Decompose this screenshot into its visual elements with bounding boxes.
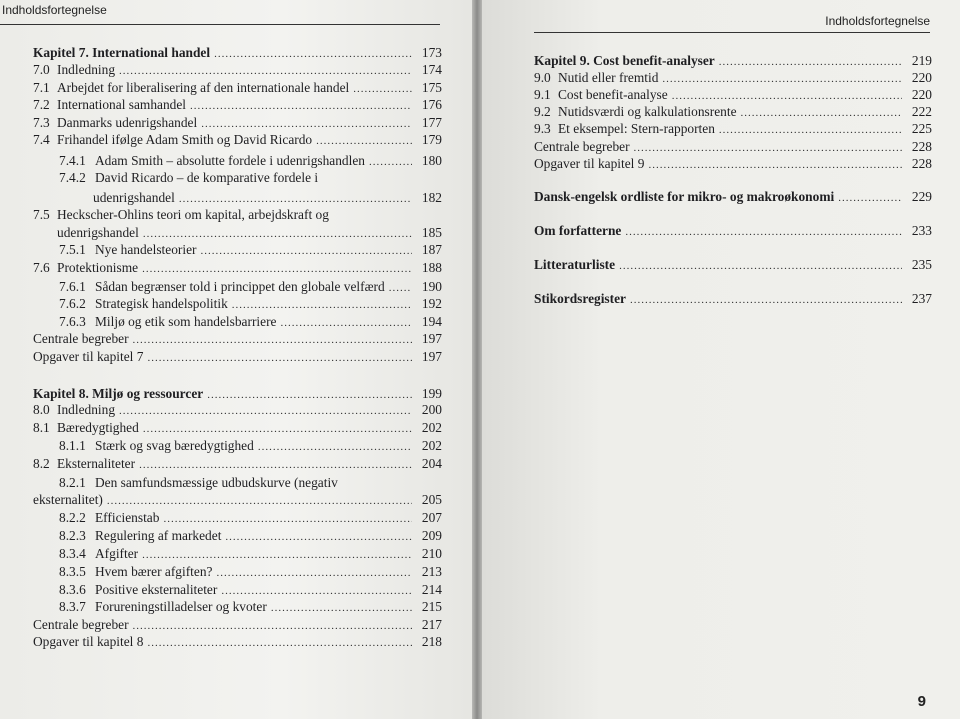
toc-entry-page: 235 [911,257,932,272]
toc-entry [33,437,442,456]
header-rule-left [0,24,440,25]
toc-entry-title: Arbejdet for liberalisering af den internationale handel [57,80,350,95]
toc-entry-number: 8.1 [33,420,50,435]
left-page [0,0,472,719]
toc-entry [33,241,442,260]
toc-entry-page: 197 [421,349,442,364]
toc-entry-page: 209 [421,528,442,543]
toc-entry-title: Stærk og svag bæredygtighed [95,438,254,453]
toc-entry-number: 8.3.5 [59,564,86,579]
toc-entry-number: 7.6.1 [59,279,86,294]
toc-entry-title: Heckscher-Ohlins teori om kapital, arbejdskraft og [57,207,329,222]
toc-entry-number: 8.3.4 [59,546,86,561]
toc-entry-title: udenrigshandel [57,225,139,240]
toc-entry [33,295,442,314]
toc-entry-page: 233 [911,223,932,238]
toc-entry [33,131,442,150]
toc-entry-number: 8.2.1 [59,475,86,490]
toc-entry-page: 213 [421,564,442,579]
toc-entry-page: 217 [421,617,442,632]
dot-leader [139,457,412,474]
toc-entry-number: 7.4.2 [59,170,86,185]
dot-leader [143,421,412,438]
toc-entry-title: David Ricardo – de komparative fordele i [95,170,319,185]
toc-entry-number: 8.0 [33,402,50,417]
toc-entry-page: 200 [421,402,442,417]
dot-leader [133,332,412,349]
toc-entry-page: 215 [421,599,442,614]
toc-entry-page: 205 [421,492,442,507]
toc-entry-title: Eksternaliteter [57,456,136,471]
toc-entry-title: Positive eksternaliteter [95,582,218,597]
running-head-left: Indholdsfortegnelse [2,3,107,17]
toc-entry-page: 187 [421,242,442,257]
toc-entry-page: 202 [421,420,442,435]
toc-entry-page: 185 [421,225,442,240]
toc-entry-number: 8.2.3 [59,528,86,543]
toc-entry-title: eksternalitet) [33,492,103,507]
toc-entry-number: 9.0 [534,70,551,85]
toc-entry-page: 192 [421,296,442,311]
dot-leader [147,635,412,652]
toc-entry-page: 219 [911,53,932,68]
dot-leader [719,122,902,139]
toc-entry-page: 210 [421,546,442,561]
toc-entry-title: Den samfundsmæssige udbudskurve (negativ [95,475,338,490]
toc-entry-title: Nye handelsteorier [95,242,197,257]
toc-entry-number: 7.6.3 [59,314,86,329]
toc-entry-page: 194 [421,314,442,329]
toc-entry-page: 202 [421,438,442,453]
toc-entry-page: 199 [421,386,442,401]
header-rule-right [534,32,930,33]
dot-leader [258,439,412,456]
toc-entry-title: Forureningstilladelser og kvoter [95,599,267,614]
toc-entry-page: 175 [421,80,442,95]
toc-entry-page: 180 [421,153,442,168]
toc-entry-title: Om forfatterne [534,223,622,238]
toc-entry-page: 204 [421,456,442,471]
toc-entry-title: Afgifter [95,546,139,561]
toc-entry [534,120,932,139]
dot-leader [630,292,902,309]
toc-entry-title: Nutidsværdi og kalkulationsrente [558,104,737,119]
toc-entry-title: Indledning [57,62,116,77]
dot-leader [648,157,902,174]
toc-entry-number: 7.6 [33,260,50,275]
toc-entry [534,155,932,174]
toc-entry-number: 9.2 [534,104,551,119]
toc-entry-page: 229 [911,189,932,204]
toc-entry [33,419,442,438]
toc-entry [33,491,442,510]
toc-entry-number: 7.4.1 [59,153,86,168]
toc-entry-title: Protektionisme [57,260,139,275]
toc-entry-title: Hvem bærer afgiften? [95,564,213,579]
toc-entry [33,633,442,652]
dot-leader [316,133,412,150]
toc-entry [33,169,442,186]
dot-leader [225,529,412,546]
toc-entry-page: 188 [421,260,442,275]
toc-entry-title: International samhandel [57,97,187,112]
toc-entry-number: 7.5.1 [59,242,86,257]
toc-entry [33,206,442,223]
toc-entry-title: Opgaver til kapitel 9 [534,156,645,171]
toc-entry-page: 225 [911,121,932,136]
toc-entry-title: Opgaver til kapitel 8 [33,634,144,649]
toc-entry-page: 197 [421,331,442,346]
dot-leader [232,297,412,314]
toc-entry [33,348,442,367]
toc-entry-page: 214 [421,582,442,597]
toc-entry-title: Centrale begreber [33,617,129,632]
toc-entry-number: 7.5 [33,207,50,222]
toc-entry-title: Centrale begreber [534,139,630,154]
toc-entry-page: 228 [911,156,932,171]
toc-entry [33,545,442,564]
toc-entry [33,96,442,115]
toc-entry-title: Kapitel 7. International handel [33,45,211,60]
dot-leader [119,403,412,420]
toc-entry-title: Dansk-engelsk ordliste for mikro- og makroøkonomi [534,189,835,204]
dot-leader [147,350,412,367]
dot-leader [201,243,412,260]
toc-entry-page: 177 [421,115,442,130]
toc-entry-title: Frihandel ifølge Adam Smith og David Ricardo [57,132,313,147]
toc-entry-number: 7.0 [33,62,50,77]
toc-entry [33,330,442,349]
toc-entry-page: 228 [911,139,932,154]
toc-entry-number: 7.6.2 [59,296,86,311]
toc-entry-page: 220 [911,87,932,102]
toc-entry [33,401,442,420]
toc-entry-title: Bæredygtighed [57,420,139,435]
dot-leader [142,547,412,564]
page-number: 9 [917,693,926,710]
toc-entry [33,563,442,582]
dot-leader [142,261,412,278]
toc-entry-title: Centrale begreber [33,331,129,346]
toc-entry-page: 237 [911,291,932,306]
dot-leader [619,258,902,275]
toc-entry [534,256,932,275]
dot-leader [217,565,413,582]
toc-entry-title: Stikordsregister [534,291,626,306]
toc-entry-title: Et eksempel: Stern-rapporten [558,121,715,136]
toc-entry-title: Strategisk handelspolitik [95,296,228,311]
running-head-right: Indholdsfortegnelse [825,14,930,28]
toc-entry-title: Sådan begrænser told i princippet den globale velfærd [95,279,385,294]
toc-entry-page: 222 [911,104,932,119]
toc-entry-page: 176 [421,97,442,112]
toc-entry-number: 7.2 [33,97,50,112]
dot-leader [119,63,412,80]
toc-entry-number: 8.2.2 [59,510,86,525]
toc-entry-title: Adam Smith – absolutte fordele i udenrigshandlen [95,153,365,168]
toc-entry [33,598,442,617]
dot-leader [190,98,412,115]
toc-entry-title: Nutid eller fremtid [558,70,659,85]
dot-leader [625,224,902,241]
toc-entry-page: 218 [421,634,442,649]
dot-leader [163,511,412,528]
toc-entry-title: Efficienstab [95,510,160,525]
toc-entry-number: 8.3.6 [59,582,86,597]
book-gutter [472,0,482,719]
toc-entry [33,61,442,80]
toc-entry [534,188,932,207]
toc-entry-title: Kapitel 9. Cost benefit-analyser [534,53,715,68]
toc-entry-page: 207 [421,510,442,525]
toc-entry-title: Danmarks udenrigshandel [57,115,198,130]
toc-entry [33,455,442,474]
toc-entry-page: 173 [421,45,442,60]
toc-entry-title: Regulering af markedet [95,528,222,543]
toc-entry-number: 9.3 [534,121,551,136]
toc-entry [33,509,442,528]
toc-entry-title: Litteraturliste [534,257,616,272]
toc-entry-page: 220 [911,70,932,85]
toc-entry-page: 182 [421,190,442,205]
toc-entry-title: Indledning [57,402,116,417]
toc-entry [33,259,442,278]
toc-entry-page: 174 [421,62,442,77]
toc-entry-number: 9.1 [534,87,551,102]
toc-entry-number: 8.2 [33,456,50,471]
toc-entry-title: Cost benefit-analyse [558,87,668,102]
right-page [482,0,960,719]
toc-entry [534,290,932,309]
toc-entry [534,222,932,241]
toc-entry-title: udenrigshandel [93,190,175,205]
toc-entry-number: 7.1 [33,80,50,95]
dot-leader [271,600,412,617]
toc-entry-title: Opgaver til kapitel 7 [33,349,144,364]
dot-leader [107,493,412,510]
toc-entry-page: 179 [421,132,442,147]
toc-entry-title: Miljø og etik som handelsbarriere [95,314,277,329]
toc-entry-number: 8.1.1 [59,438,86,453]
toc-entry [33,527,442,546]
toc-entry-number: 7.4 [33,132,50,147]
toc-entry-number: 8.3.7 [59,599,86,614]
toc-entry [33,474,442,491]
toc-entry-title: Kapitel 8. Miljø og ressourcer [33,386,204,401]
dot-leader [838,190,902,207]
toc-entry-number: 7.3 [33,115,50,130]
toc-entry-page: 190 [421,279,442,294]
